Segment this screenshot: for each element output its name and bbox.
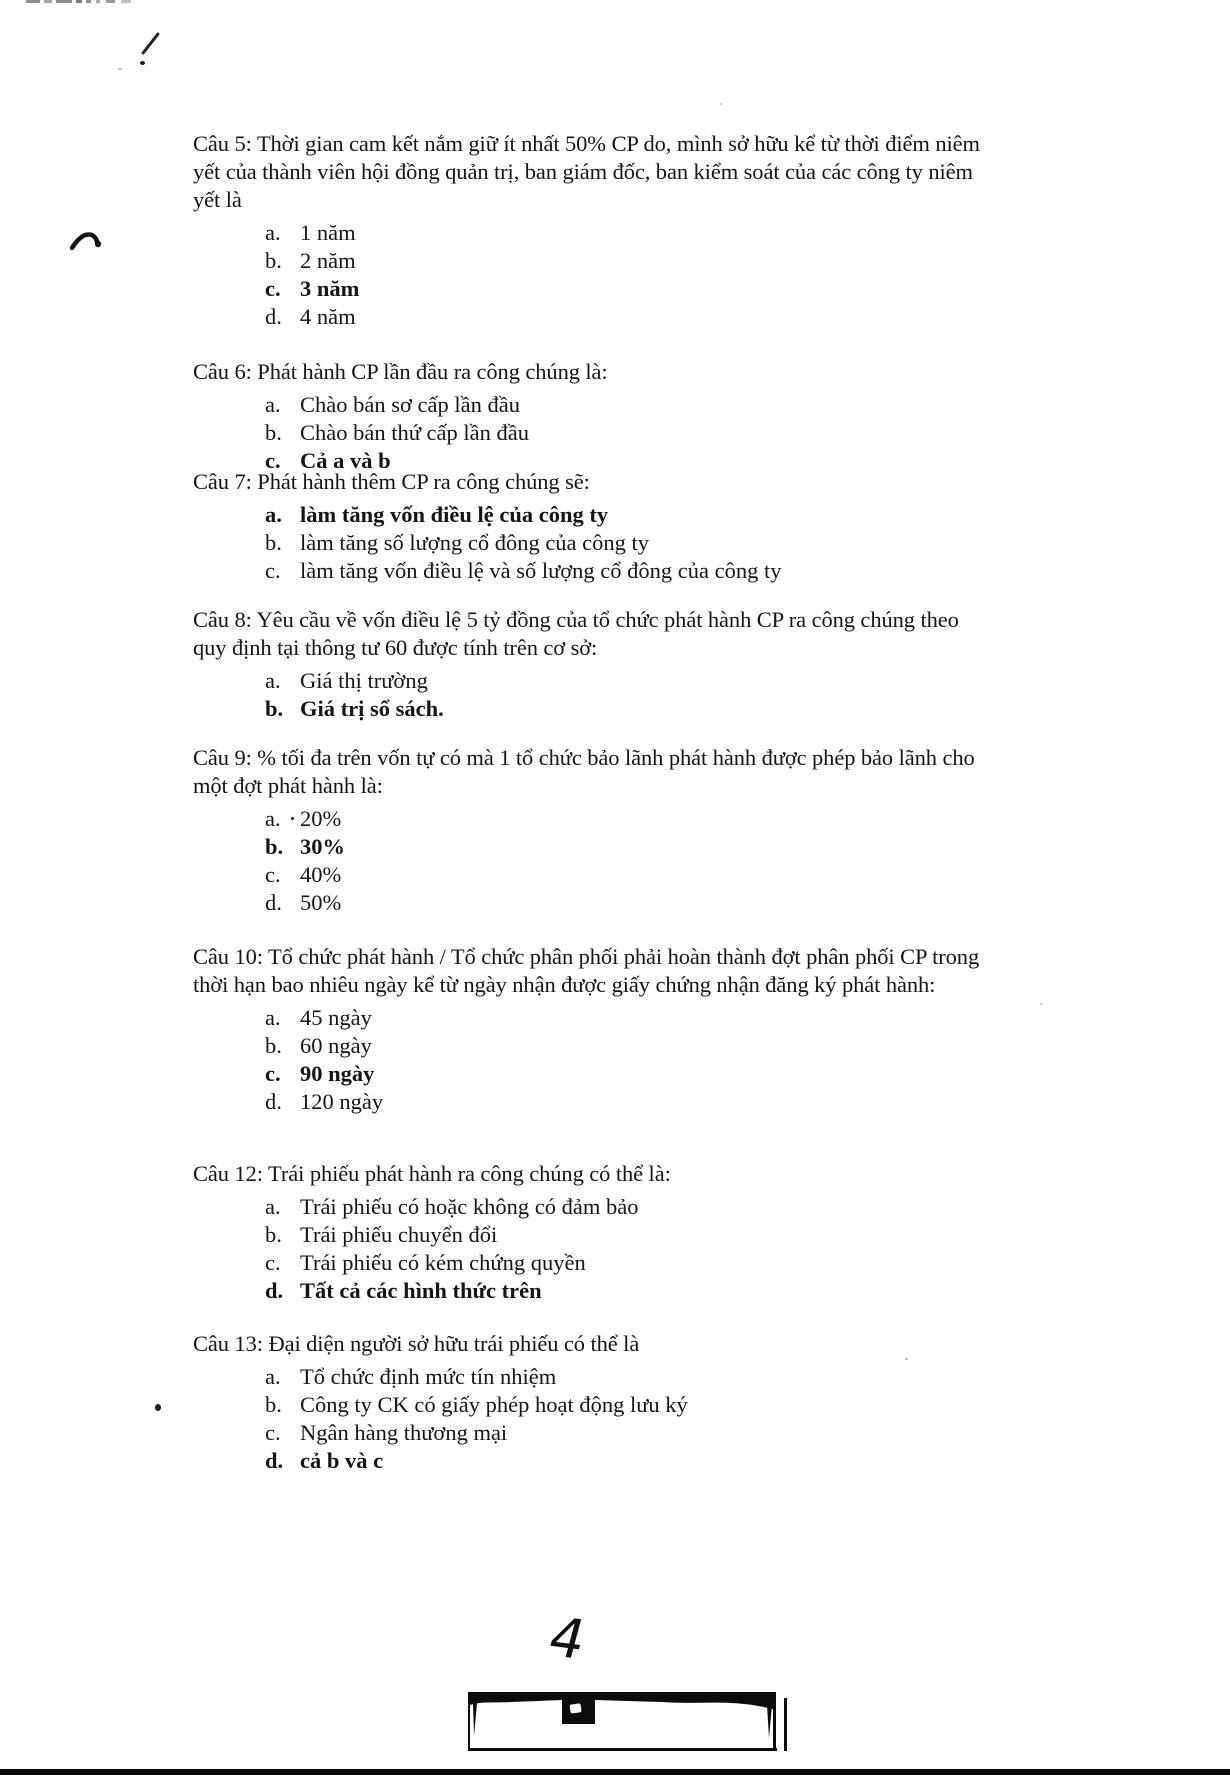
option-letter: d. bbox=[265, 304, 282, 329]
option-letter: c. bbox=[265, 558, 281, 583]
option-row bbox=[193, 1249, 983, 1277]
option-text: 40% bbox=[300, 862, 342, 887]
option-row-answer bbox=[193, 1060, 983, 1088]
option-row bbox=[193, 1004, 983, 1032]
option-row bbox=[193, 419, 983, 447]
option-row bbox=[193, 1221, 983, 1249]
question-text-line: Câu 8: Yêu cầu về vốn điều lệ 5 tỷ đồng của tổ chức phát hành CP ra công chúng theo bbox=[193, 607, 959, 632]
option-letter: a. bbox=[265, 1005, 281, 1030]
options-list bbox=[193, 501, 983, 585]
options-list bbox=[193, 391, 983, 475]
option-row bbox=[193, 303, 983, 331]
option-row bbox=[193, 1391, 983, 1419]
option-row bbox=[193, 805, 983, 833]
option-row bbox=[193, 1419, 983, 1447]
option-text: 120 ngày bbox=[300, 1089, 384, 1114]
options-list bbox=[193, 1004, 983, 1116]
question-text-line: Câu 12: Trái phiếu phát hành ra công chúng có thể là: bbox=[193, 1161, 671, 1186]
option-row bbox=[193, 529, 983, 557]
option-row bbox=[193, 247, 983, 275]
option-text: 50% bbox=[300, 890, 342, 915]
option-letter: b. bbox=[265, 696, 284, 721]
option-row bbox=[193, 667, 983, 695]
option-text: Trái phiếu có kém chứng quyền bbox=[300, 1250, 586, 1275]
question-5 bbox=[193, 130, 983, 331]
question-text-line: Câu 13: Đại diện người sở hữu trái phiếu có thể là bbox=[193, 1331, 640, 1356]
options-list bbox=[193, 1363, 983, 1475]
option-letter: b. bbox=[265, 834, 284, 859]
option-letter: a. bbox=[265, 1364, 281, 1389]
question-text-line: yết là bbox=[193, 187, 242, 212]
scan-speck bbox=[1040, 1003, 1042, 1005]
ink-dot bbox=[118, 68, 122, 70]
option-text: 90 ngày bbox=[300, 1061, 375, 1086]
option-text: 2 năm bbox=[300, 248, 356, 273]
option-letter: d. bbox=[265, 1089, 282, 1114]
option-text: 60 ngày bbox=[300, 1033, 372, 1058]
option-text: 3 năm bbox=[300, 276, 360, 301]
option-row-answer bbox=[193, 833, 983, 861]
option-letter: c. bbox=[265, 276, 281, 301]
option-row bbox=[193, 1088, 983, 1116]
question-text-line: Câu 10: Tổ chức phát hành / Tổ chức phân phối phải hoàn thành đợt phân phối CP trong bbox=[193, 944, 980, 969]
option-letter: b. bbox=[265, 248, 282, 273]
option-row bbox=[193, 1193, 983, 1221]
ink-dot bbox=[140, 61, 145, 65]
question-6 bbox=[193, 358, 983, 475]
option-text: 20% bbox=[300, 806, 342, 831]
option-letter: b. bbox=[265, 1222, 282, 1247]
question-text-line: một đợt phát hành là: bbox=[193, 773, 383, 798]
option-text: Chào bán thứ cấp lần đầu bbox=[300, 420, 529, 445]
option-text: Giá thị trường bbox=[300, 668, 428, 693]
option-row bbox=[193, 1363, 983, 1391]
option-text: Tất cả các hình thức trên bbox=[300, 1278, 542, 1303]
photocopy-stain-box bbox=[466, 1689, 790, 1757]
option-text: 45 ngày bbox=[300, 1005, 372, 1030]
option-letter: c. bbox=[265, 1420, 281, 1445]
option-row-answer bbox=[193, 501, 983, 529]
option-text: Trái phiếu chuyển đổi bbox=[300, 1222, 498, 1247]
question-text-line: thời hạn bao nhiêu ngày kể từ ngày nhận được giấy chứng nhận đăng ký phát hành: bbox=[193, 972, 936, 997]
question-13 bbox=[193, 1330, 983, 1475]
option-text: Chào bán sơ cấp lần đầu bbox=[300, 392, 520, 417]
option-letter: a. bbox=[265, 806, 281, 831]
bottom-scan-strip bbox=[0, 1769, 1230, 1775]
question-text-line: Câu 5: Thời gian cam kết nắm giữ ít nhất 50% CP do, mình sở hữu kể từ thời điểm niêm bbox=[193, 131, 980, 156]
question-8 bbox=[193, 606, 983, 723]
question-text-line: quy định tại thông tư 60 được tính trên cơ sở: bbox=[193, 635, 598, 660]
option-letter: a. bbox=[265, 1194, 281, 1219]
option-letter: c. bbox=[265, 1250, 281, 1275]
option-row-answer bbox=[193, 275, 983, 303]
question-text-line: Câu 9: % tối đa trên vốn tự có mà 1 tổ chức bảo lãnh phát hành được phép bảo lãnh cho bbox=[193, 745, 975, 770]
question-12 bbox=[193, 1160, 983, 1305]
option-text: làm tăng số lượng cổ đông của công ty bbox=[300, 530, 650, 555]
option-text: Ngân hàng thương mại bbox=[300, 1420, 508, 1445]
option-text: Tổ chức định mức tín nhiệm bbox=[300, 1364, 557, 1389]
question-text-line: Câu 7: Phát hành thêm CP ra công chúng sẽ: bbox=[193, 469, 590, 494]
option-text: làm tăng vốn điều lệ của công ty bbox=[300, 502, 609, 527]
option-row bbox=[193, 391, 983, 419]
question-text-line: yết của thành viên hội đồng quản trị, ban giám đốc, ban kiểm soát của các công ty niêm bbox=[193, 159, 973, 184]
scan-speck bbox=[720, 103, 722, 105]
scan-smudge-top bbox=[26, 0, 136, 6]
option-text: cả b và c bbox=[300, 1448, 384, 1473]
option-letter: d. bbox=[265, 1278, 284, 1303]
option-letter: d. bbox=[265, 1448, 284, 1473]
option-text: Trái phiếu có hoặc không có đảm bảo bbox=[300, 1194, 639, 1219]
option-text: 1 năm bbox=[300, 220, 356, 245]
option-row-answer bbox=[193, 1277, 983, 1305]
option-text: Giá trị sổ sách. bbox=[300, 696, 444, 721]
option-text: 30% bbox=[300, 834, 345, 859]
option-text: Cả a và b bbox=[300, 448, 391, 473]
option-row-answer bbox=[193, 695, 983, 723]
option-letter: a. bbox=[265, 502, 282, 527]
options-list bbox=[193, 219, 983, 331]
option-letter: b. bbox=[265, 420, 282, 445]
option-row bbox=[193, 1032, 983, 1060]
question-text-line: Câu 6: Phát hành CP lần đầu ra công chúng là: bbox=[193, 359, 608, 384]
option-text: 4 năm bbox=[300, 304, 356, 329]
handwritten-page-number: 4 bbox=[542, 1605, 593, 1672]
pen-slash-mark bbox=[141, 32, 160, 55]
option-letter: a. bbox=[265, 668, 281, 693]
option-text: Công ty CK có giấy phép hoạt động lưu ký bbox=[300, 1392, 688, 1417]
option-letter: d. bbox=[265, 890, 282, 915]
option-letter: a. bbox=[265, 220, 281, 245]
option-row bbox=[193, 861, 983, 889]
option-row bbox=[193, 889, 983, 917]
question-7 bbox=[193, 468, 983, 585]
option-text: làm tăng vốn điều lệ và số lượng cổ đông của công ty bbox=[300, 558, 782, 583]
option-letter: c. bbox=[265, 448, 281, 473]
arc-pen-mark bbox=[70, 229, 106, 255]
option-letter: c. bbox=[265, 862, 281, 887]
option-letter: b. bbox=[265, 1033, 282, 1058]
options-list bbox=[193, 1193, 983, 1305]
ink-dot bbox=[155, 1404, 161, 1411]
option-row-answer bbox=[193, 1447, 983, 1475]
option-letter: b. bbox=[265, 530, 282, 555]
option-letter: c. bbox=[265, 1061, 281, 1086]
options-list bbox=[193, 805, 983, 917]
option-letter: b. bbox=[265, 1392, 282, 1417]
question-9 bbox=[193, 744, 983, 917]
question-10 bbox=[193, 943, 983, 1116]
option-letter: a. bbox=[265, 392, 281, 417]
option-row bbox=[193, 557, 983, 585]
option-row bbox=[193, 219, 983, 247]
options-list bbox=[193, 667, 983, 723]
